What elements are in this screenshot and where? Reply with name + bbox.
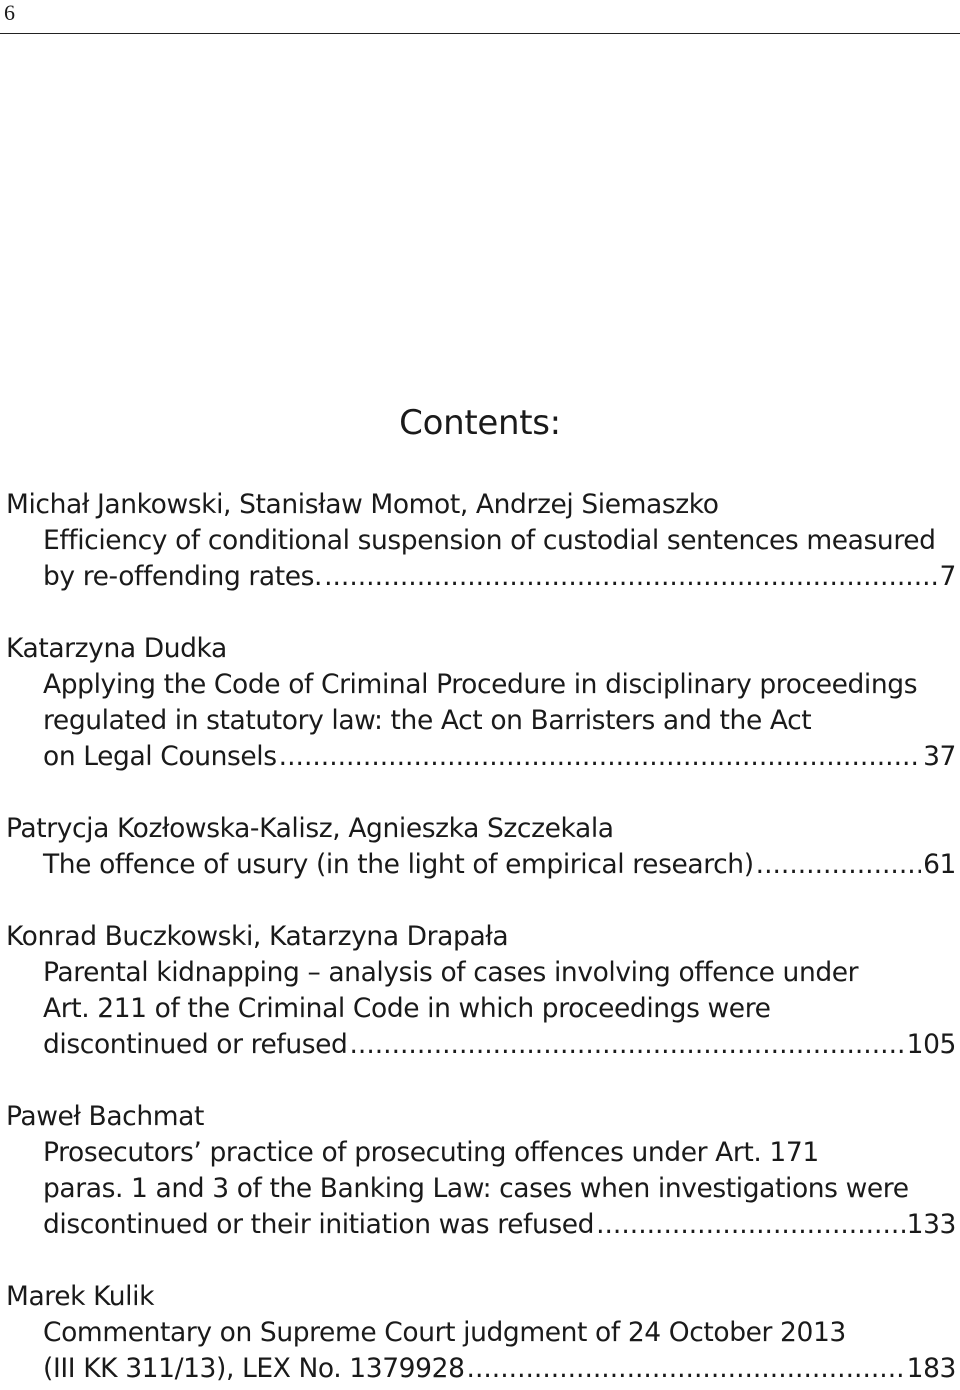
toc-entry-title — [6, 523, 956, 595]
toc-entry-authors: Marek Kulik — [6, 1281, 155, 1312]
dot-leader — [467, 1351, 905, 1387]
dot-leader — [279, 739, 921, 775]
toc-entry-last-line — [43, 1351, 956, 1387]
toc-entry-title — [6, 955, 956, 1063]
toc-entry-page-number: 7 — [939, 561, 956, 592]
toc-entry-title-line: regulated in statutory law: the Act on Barristers and the Act — [43, 705, 812, 736]
toc-entry-title — [6, 1135, 956, 1243]
table-of-contents — [6, 487, 956, 1387]
toc-entry[interactable] — [6, 487, 956, 595]
toc-entry-title — [6, 847, 956, 883]
toc-entry-title-line: The offence of usury (in the light of empirical research) — [43, 849, 754, 880]
toc-entry-page-number: 133 — [906, 1209, 956, 1240]
toc-entry[interactable] — [6, 919, 956, 1063]
toc-entry-title-line: Art. 211 of the Criminal Code in which proceedings were — [43, 993, 771, 1024]
toc-entry-authors: Katarzyna Dudka — [6, 633, 227, 664]
toc-entry-last-line — [43, 1207, 956, 1243]
toc-entry-title-line: Applying the Code of Criminal Procedure in disciplinary proceedings — [43, 669, 918, 700]
toc-entry-page-number: 183 — [906, 1353, 956, 1384]
contents-title: Contents: — [399, 402, 561, 443]
toc-entry-page-number: 37 — [923, 741, 956, 772]
dot-leader — [596, 1207, 905, 1243]
toc-entry-last-line — [43, 739, 956, 775]
page-number: 6 — [4, 0, 15, 25]
toc-entry-title — [6, 1315, 956, 1387]
toc-entry-title-line: Prosecutors’ practice of prosecuting offences under Art. 171 — [43, 1137, 819, 1168]
toc-entry-page-number: 105 — [906, 1029, 956, 1060]
toc-entry[interactable] — [6, 1279, 956, 1387]
dot-leader — [756, 847, 921, 883]
toc-entry-title-line: paras. 1 and 3 of the Banking Law: cases when investigations were — [43, 1173, 909, 1204]
toc-entry-title-line: Commentary on Supreme Court judgment of 24 October 2013 — [43, 1317, 846, 1348]
toc-entry[interactable] — [6, 811, 956, 883]
toc-entry-title-line: Parental kidnapping – analysis of cases involving offence under — [43, 957, 859, 988]
toc-entry-title-line: (III KK 311/13), LEX No. 1379928 — [43, 1353, 465, 1384]
toc-entry-last-line — [43, 1027, 956, 1063]
toc-entry-authors: Konrad Buczkowski, Katarzyna Drapała — [6, 921, 509, 952]
toc-entry-title-line: discontinued or their initiation was refused — [43, 1209, 595, 1240]
toc-entry[interactable] — [6, 631, 956, 775]
header-rule — [0, 33, 960, 34]
toc-entry-authors: Michał Jankowski, Stanisław Momot, Andrzej Siemaszko — [6, 489, 719, 520]
dot-leader — [324, 559, 937, 595]
toc-entry-last-line — [43, 847, 956, 883]
toc-entry-page-number: 61 — [923, 849, 956, 880]
toc-entry-authors: Patrycja Kozłowska-Kalisz, Agnieszka Szczekala — [6, 813, 614, 844]
toc-entry-title-line: by re-offending rates. — [43, 561, 323, 592]
toc-entry-title-line: discontinued or refused — [43, 1029, 348, 1060]
toc-entry-last-line — [43, 559, 956, 595]
toc-entry-authors: Paweł Bachmat — [6, 1101, 204, 1132]
dot-leader — [349, 1027, 904, 1063]
toc-entry-title-line: on Legal Counsels — [43, 741, 277, 772]
toc-entry-title-line: Efficiency of conditional suspension of custodial sentences measured — [43, 525, 936, 556]
toc-entry-title — [6, 667, 956, 775]
toc-entry[interactable] — [6, 1099, 956, 1243]
